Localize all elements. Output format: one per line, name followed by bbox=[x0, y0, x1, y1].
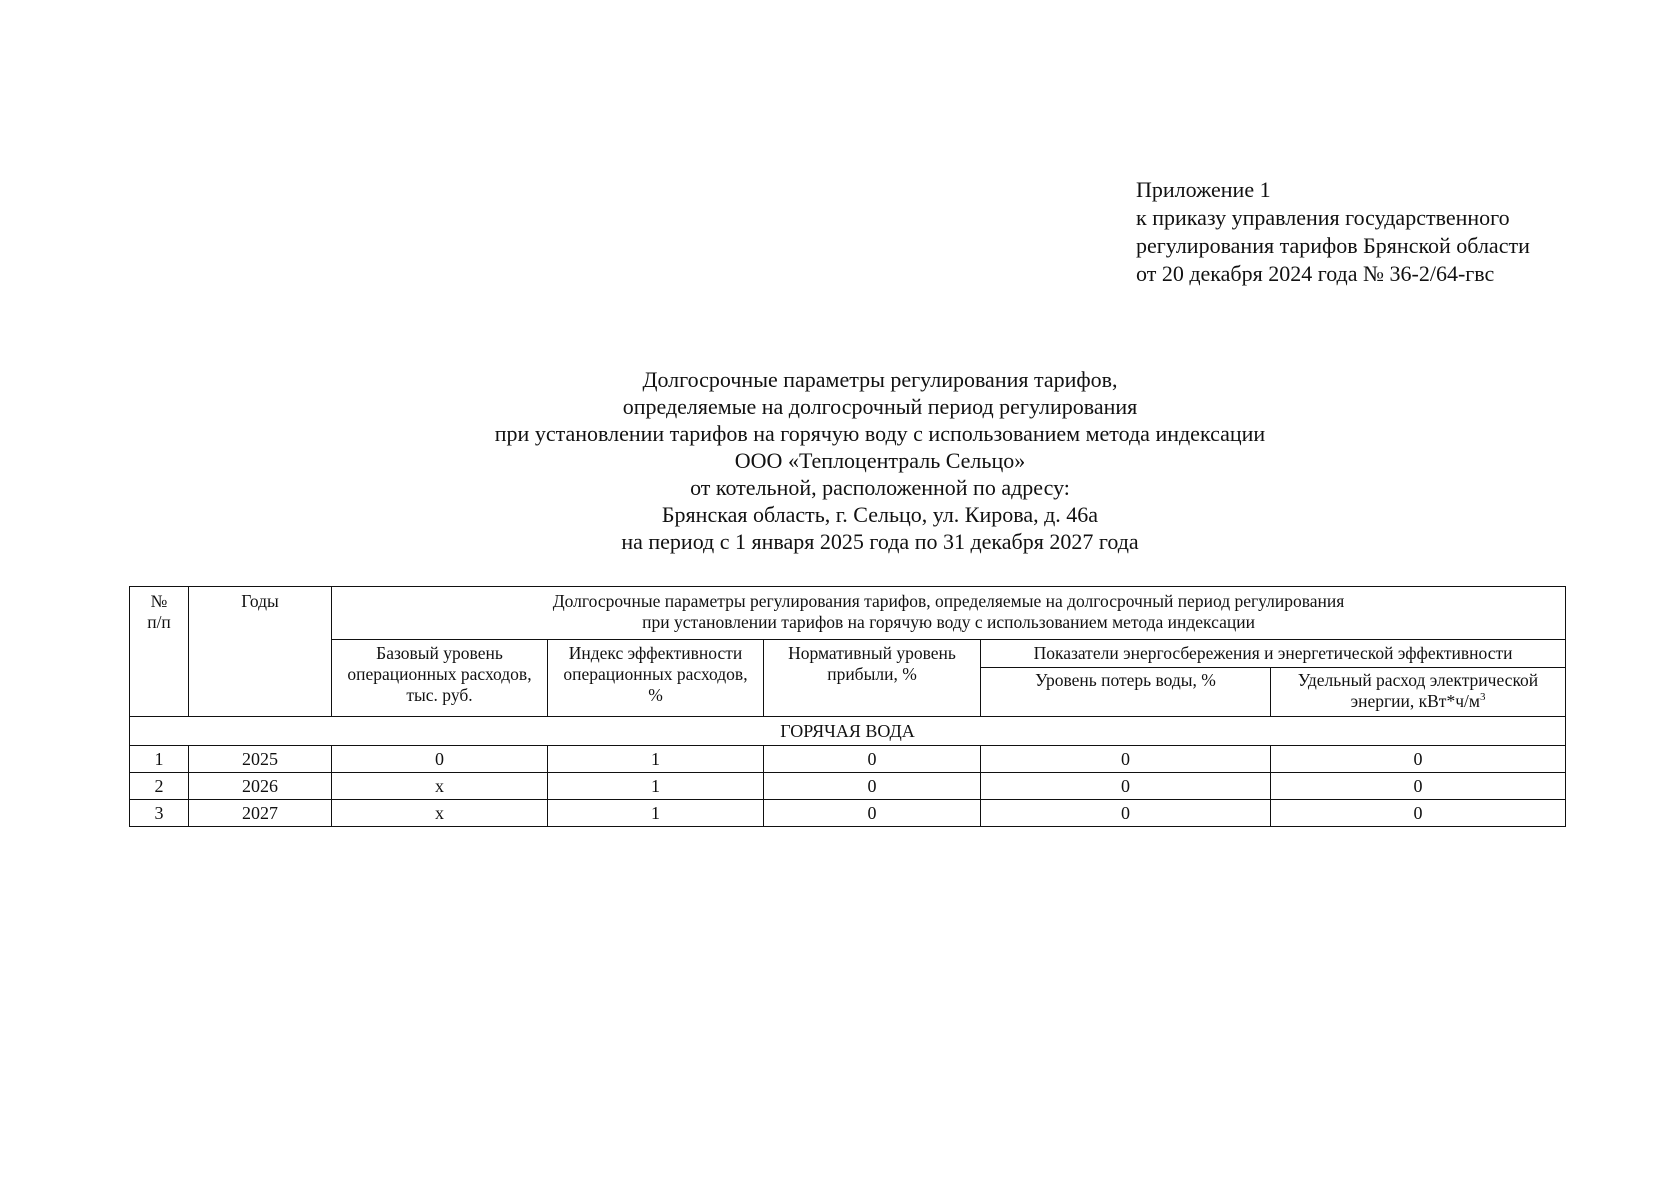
cell-number: 3 bbox=[130, 800, 189, 827]
cell-power-consumption: 0 bbox=[1271, 746, 1566, 773]
cell-profit-level: 0 bbox=[764, 773, 981, 800]
cell-efficiency-index: 1 bbox=[548, 800, 764, 827]
header-efficiency-index: Индекс эффективности операционных расходов, % bbox=[548, 640, 764, 717]
table-row bbox=[130, 773, 1566, 800]
header-group-title: Долгосрочные параметры регулирования тарифов, определяемые на долгосрочный период регулирования при установлении тарифов на горячую воду с использованием метода индексации bbox=[332, 587, 1566, 640]
cell-water-loss: 0 bbox=[981, 746, 1271, 773]
table-row bbox=[130, 800, 1566, 827]
cell-profit-level: 0 bbox=[764, 800, 981, 827]
cell-year: 2025 bbox=[189, 746, 332, 773]
cell-power-consumption: 0 bbox=[1271, 800, 1566, 827]
appendix-line: Приложение 1 bbox=[1136, 177, 1271, 202]
appendix-line: регулирования тарифов Брянской области bbox=[1136, 233, 1530, 258]
cell-power-consumption: 0 bbox=[1271, 773, 1566, 800]
parameters-table bbox=[129, 586, 1566, 827]
cell-number: 2 bbox=[130, 773, 189, 800]
cell-base-opex: х bbox=[332, 773, 548, 800]
cell-efficiency-index: 1 bbox=[548, 746, 764, 773]
heading-line: Брянская область, г. Сельцо, ул. Кирова, д. 46а bbox=[661, 502, 1099, 527]
appendix-line: к приказу управления государственного bbox=[1136, 205, 1510, 230]
document-heading bbox=[0, 366, 1671, 555]
header-water-loss: Уровень потерь воды, % bbox=[981, 668, 1271, 717]
header-profit-level: Нормативный уровень прибыли, % bbox=[764, 640, 981, 717]
header-number: № п/п bbox=[130, 587, 189, 717]
heading-line: от котельной, расположенной по адресу: bbox=[690, 475, 1070, 500]
header-power-consumption: Удельный расход электрической энергии, $кВт*ч/м^3$ bbox=[1271, 668, 1566, 717]
heading-line: Долгосрочные параметры регулирования тарифов, bbox=[642, 367, 1118, 392]
header-energy-group: Показатели энергосбережения и энергетической эффективности bbox=[981, 640, 1566, 668]
appendix-note bbox=[1136, 176, 1530, 288]
cell-year: 2027 bbox=[189, 800, 332, 827]
cell-number: 1 bbox=[130, 746, 189, 773]
heading-line: при установлении тарифов на горячую воду с использованием метода индексации bbox=[494, 421, 1266, 446]
section-hot-water: ГОРЯЧАЯ ВОДА bbox=[130, 717, 1566, 746]
header-years: Годы bbox=[189, 587, 332, 717]
heading-line: ООО «Теплоцентраль Сельцо» bbox=[734, 448, 1026, 473]
cell-year: 2026 bbox=[189, 773, 332, 800]
cell-water-loss: 0 bbox=[981, 773, 1271, 800]
cell-efficiency-index: 1 bbox=[548, 773, 764, 800]
header-base-opex: Базовый уровень операционных расходов, тыс. руб. bbox=[332, 640, 548, 717]
heading-line: на период с 1 января 2025 года по 31 декабря 2027 года bbox=[621, 529, 1139, 554]
heading-line: определяемые на долгосрочный период регулирования bbox=[622, 394, 1138, 419]
cell-water-loss: 0 bbox=[981, 800, 1271, 827]
cell-base-opex: 0 bbox=[332, 746, 548, 773]
cell-base-opex: х bbox=[332, 800, 548, 827]
cell-profit-level: 0 bbox=[764, 746, 981, 773]
appendix-line: от 20 декабря 2024 года № 36-2/64-гвс bbox=[1136, 261, 1495, 286]
table-row bbox=[130, 746, 1566, 773]
